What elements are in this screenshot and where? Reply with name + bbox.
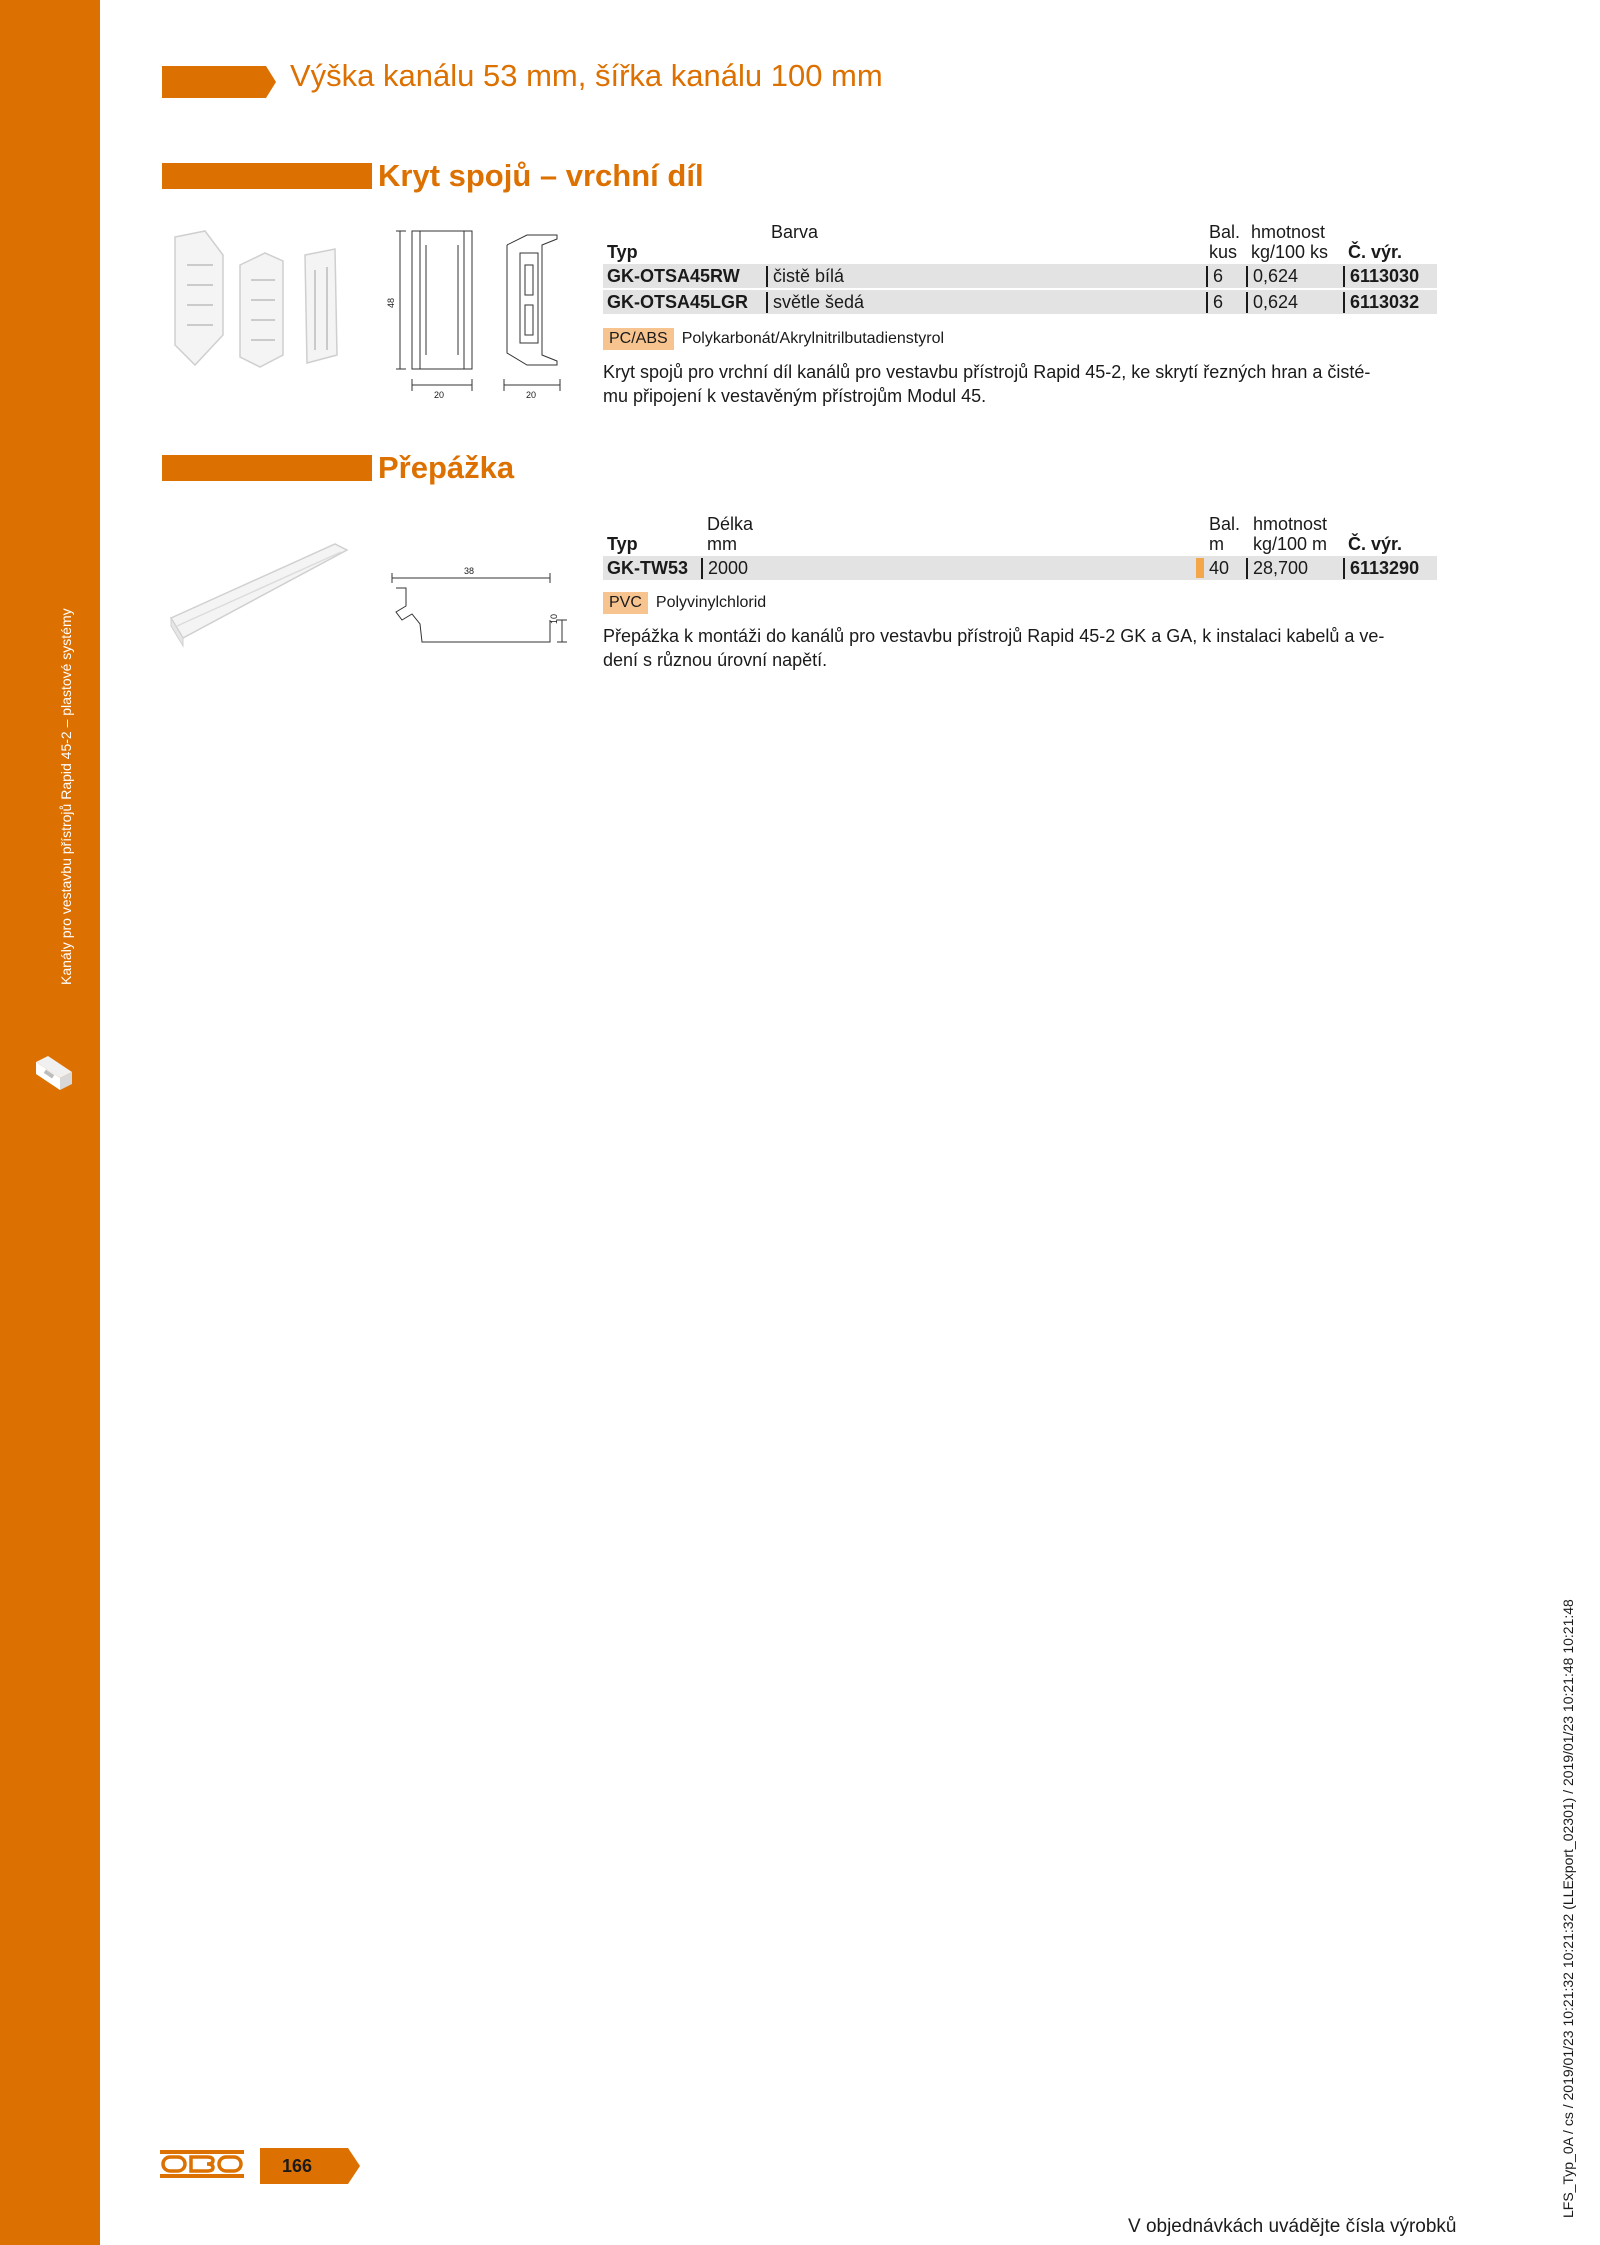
cell-weight: 0,624 xyxy=(1246,266,1298,287)
joint-cover-photo xyxy=(165,225,365,370)
section-marker xyxy=(162,163,372,189)
description-line: Přepážka k montáži do kanálů pro vestavbu přístrojů Rapid 45-2 GK a GA, k instalaci kabelů a ve- xyxy=(603,626,1385,646)
obo-logo xyxy=(160,2150,244,2178)
col-pack-header: Bal. xyxy=(1209,222,1241,242)
cell-type: GK-OTSA45RW xyxy=(607,266,740,286)
joint-cover-drawing xyxy=(392,225,577,405)
section-title: Kryt spojů – vrchní díl xyxy=(378,158,704,193)
cell-weight: 0,624 xyxy=(1246,292,1298,313)
cell-pack: 6 xyxy=(1206,292,1223,313)
material-code: PC/ABS xyxy=(603,328,674,350)
col-length-unit: mm xyxy=(707,534,737,554)
col-weight-unit: kg/100 ks xyxy=(1251,242,1329,262)
material-name: Polyvinylchlorid xyxy=(655,594,767,611)
col-pack-header: Bal. xyxy=(1209,514,1241,534)
col-art-header: Č. výr. xyxy=(1348,534,1403,554)
cell-length: 2000 xyxy=(701,558,748,579)
table-header xyxy=(603,514,1437,554)
footer-note: V objednávkách uvádějte čísla výrobků xyxy=(1128,2216,1457,2237)
divider-photo xyxy=(165,540,350,650)
sidebar-chapter-text: Kanály pro vestavbu přístrojů Rapid 45-2 – plastové systémy xyxy=(58,608,74,985)
page-number-badge xyxy=(260,2148,360,2184)
page-number: 166 xyxy=(282,2156,313,2176)
description-line: Kryt spojů pro vrchní díl kanálů pro vestavbu přístrojů Rapid 45-2, ke skrytí řezných hran a čisté- xyxy=(603,362,1371,382)
description-line: dení s různou úrovní napětí. xyxy=(603,650,828,670)
col-type-header: Typ xyxy=(607,534,638,554)
product-description xyxy=(603,624,1443,672)
col-art-header: Č. výr. xyxy=(1348,242,1403,262)
cell-weight: 28,700 xyxy=(1246,558,1308,579)
orange-marker xyxy=(1196,558,1204,578)
dim-label: 48 xyxy=(386,297,397,309)
dim-label: 10 xyxy=(549,613,560,625)
table-row xyxy=(603,556,1437,580)
channel-icon xyxy=(32,1050,72,1090)
col-type-header: Typ xyxy=(607,242,638,262)
cell-type: GK-OTSA45LGR xyxy=(607,292,749,312)
col-color-header: Barva xyxy=(771,222,819,242)
col-weight-header: hmotnost xyxy=(1251,222,1326,242)
cell-color: světle šedá xyxy=(766,292,864,313)
product-table xyxy=(603,222,1437,314)
section-title: Přepážka xyxy=(378,450,515,485)
product-description xyxy=(603,360,1443,408)
cell-pack: 6 xyxy=(1206,266,1223,287)
section-marker xyxy=(162,455,372,481)
col-length-header: Délka xyxy=(707,514,754,534)
dim-label: 38 xyxy=(464,566,475,576)
cell-art: 6113032 xyxy=(1343,292,1419,313)
col-pack-unit: m xyxy=(1209,534,1224,554)
material-line xyxy=(603,592,766,614)
cell-color: čistě bílá xyxy=(766,266,844,287)
dim-label: 20 xyxy=(434,390,445,400)
divider-drawing xyxy=(382,568,572,658)
dim-label: 20 xyxy=(526,390,537,400)
cell-type: GK-TW53 xyxy=(607,558,688,578)
table-row xyxy=(603,264,1437,288)
col-weight-header: hmotnost xyxy=(1253,514,1328,534)
material-line xyxy=(603,328,944,350)
material-code: PVC xyxy=(603,592,648,614)
sidebar xyxy=(0,0,100,2245)
col-weight-unit: kg/100 m xyxy=(1253,534,1328,554)
cell-pack: 40 xyxy=(1209,558,1230,578)
cell-art: 6113030 xyxy=(1343,266,1419,287)
table-header xyxy=(603,222,1437,262)
material-name: Polykarbonát/Akrylnitrilbutadienstyrol xyxy=(681,330,945,347)
cell-art: 6113290 xyxy=(1343,558,1419,579)
description-line: mu připojení k vestavěným přístrojům Modul 45. xyxy=(603,386,987,406)
export-info: LFS_Typ_0A / cs / 2019/01/23 10:21:32 10:21:32 (LLExport_02301) / 2019/01/23 10:21:48 10:21:48 xyxy=(1560,1599,1576,2218)
product-table xyxy=(603,514,1437,580)
col-pack-unit: kus xyxy=(1209,242,1238,262)
header-arrow-icon xyxy=(162,66,276,98)
table-row xyxy=(603,290,1437,314)
page-title: Výška kanálu 53 mm, šířka kanálu 100 mm xyxy=(290,58,883,93)
